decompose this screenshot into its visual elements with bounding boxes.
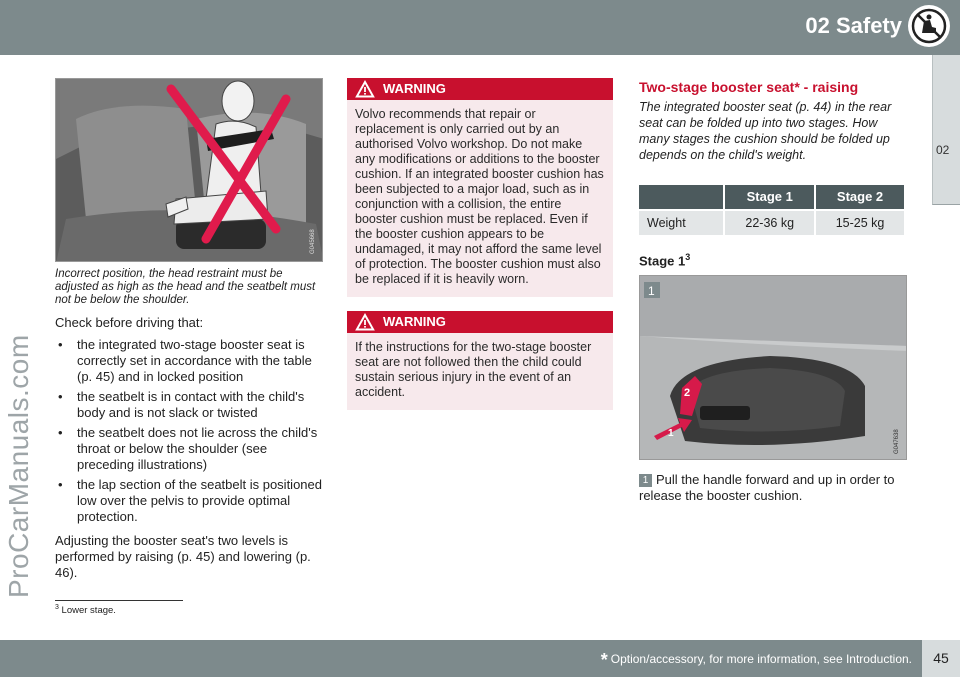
page-footer: [0, 640, 960, 677]
stage-weight-table: [639, 185, 904, 235]
no-child-seat-icon: [908, 5, 950, 47]
photo-code: G045668: [310, 229, 316, 254]
stage-heading-text: Stage 1: [639, 253, 686, 269]
photo-code: G047638: [894, 429, 900, 455]
table-cell: 15-25 kg: [815, 210, 904, 235]
chapter-tab[interactable]: [932, 55, 960, 205]
table-cell: Weight: [639, 210, 724, 235]
footnote: [55, 604, 116, 616]
warning-text: If the instructions for the two-stage booster seat are not followed then the child could sustain serious injury in the event of an accident.: [355, 340, 592, 399]
photo-caption: Incorrect position, the head restraint must be adjusted as high as the head and the seatbelt must not be below the shoulder.: [55, 268, 316, 306]
incorrect-position-photo: [55, 78, 323, 262]
footnote-text: Lower stage.: [61, 605, 116, 617]
list-item: • the integrated two-stage booster seat is correctly set in accordance with the table (p. 45) and in locked position: [55, 337, 323, 385]
adjust-text: Adjusting the booster seat's two levels is performed by raising (p. 45) and lowering (p. 46).: [55, 533, 311, 580]
chapter-tab-label: 02: [936, 143, 950, 157]
step-number: 1: [639, 474, 652, 487]
list-item: • the seatbelt is in contact with the child's body and is not slack or twisted: [55, 389, 323, 421]
footer-note-text: Option/accessory, for more information, see Introduction.: [610, 652, 912, 666]
left-column: [55, 78, 323, 581]
photo-badge: 1: [648, 284, 655, 299]
svg-text:1: 1: [668, 428, 674, 440]
warning-header: [347, 78, 613, 100]
warning-box: [347, 78, 613, 297]
table-cell: 22-36 kg: [724, 210, 815, 235]
table-row: [639, 210, 904, 235]
footnote-divider: [55, 600, 183, 601]
check-list: [55, 337, 323, 525]
warning-triangle-icon: [355, 80, 375, 98]
step-instruction: [639, 472, 907, 504]
stage-heading: [639, 249, 907, 269]
footnote-number: 3: [55, 604, 59, 611]
asterisk: *: [600, 650, 608, 670]
list-item: • the seatbelt does not lie across the child's throat or below the shoulder (see preceding illustrations): [55, 425, 323, 473]
svg-text:2: 2: [684, 387, 691, 400]
table-header: [639, 185, 724, 210]
table-header: Stage 1: [724, 185, 815, 210]
booster-seat-photo: [639, 275, 907, 460]
middle-column: [347, 78, 613, 424]
table-header: Stage 2: [815, 185, 904, 210]
warning-title: WARNING: [383, 81, 446, 96]
warning-text: Volvo recommends that repair or replacement is only carried out by an authorised Volvo workshop. Do not make any modifications or additions to the booster cushion. If an integrated booster cushion has been subjected to a major load, such as in conjunction with a collision, the entire booster cushion must be replaced. Even if the booster cushion appears to be undamaged, it may not afford the same level of protection. The booster cushion must also be replaced if it is heavily worn.: [355, 107, 604, 286]
section-intro: The integrated booster seat (p. 44) in the rear seat can be folded up into two stages. How many stages the cushion should be folded up depends on the child's weight.: [639, 100, 892, 162]
watermark: ProCarManuals.com: [3, 334, 34, 598]
step-text: Pull the handle forward and up in order to release the booster cushion.: [639, 472, 895, 504]
page-number: 45: [922, 640, 960, 677]
warning-header: [347, 311, 613, 333]
page-header: [0, 0, 960, 55]
warning-title: WARNING: [383, 314, 446, 329]
footnote-ref[interactable]: 3: [685, 252, 691, 262]
right-column: [639, 78, 907, 504]
list-item: • the lap section of the seatbelt is positioned low over the pelvis to provide optimal protection.: [55, 477, 323, 525]
footer-note: [601, 650, 912, 671]
warning-triangle-icon: [355, 313, 375, 331]
table-header-row: [639, 185, 904, 210]
warning-box: [347, 311, 613, 410]
section-title: 02 Safety: [805, 13, 902, 38]
section-heading: Two-stage booster seat* - raising: [639, 79, 859, 95]
check-intro: Check before driving that:: [55, 315, 204, 330]
